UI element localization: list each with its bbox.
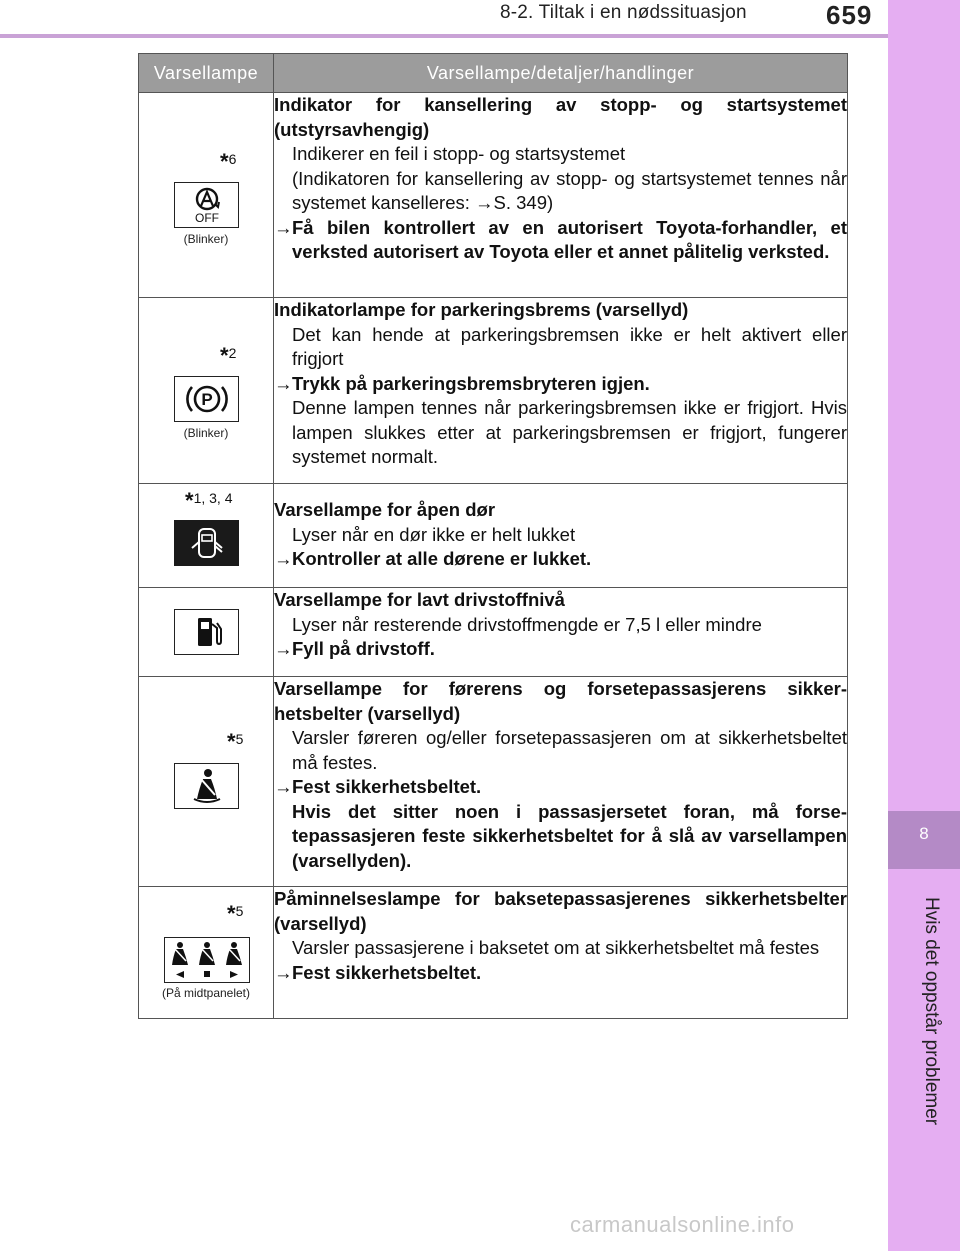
arrow-icon: → (274, 776, 293, 797)
lamp-action: →Trykk på parkeringsbremsbryteren igjen. (274, 372, 847, 397)
lamp-title: Indikator for kansellering av stopp- og startsystemet (utstyrsavhengig) (274, 94, 847, 140)
lamp-note: Denne lampen tennes når parkeringsbremsen ikke er frigjort. Hvis lampen slukkes etter at parkeringsbremsen er frigjort, fungerer systemet normalt. (292, 397, 847, 467)
arrow-icon: → (274, 961, 293, 983)
chapter-title: Hvis det oppstår problemer (921, 897, 942, 1126)
table-row (139, 677, 848, 887)
icon-caption: (På midtpanelet) (161, 986, 251, 1000)
icon-cell (139, 484, 274, 588)
table-header-row (139, 54, 848, 93)
lamp-description: Indikerer en feil i stopp- og startsystemet (292, 143, 626, 164)
lamp-title: Varsellampe for førerens og forsetepassasjerens sikkerhetsbelter (varsellyd) (274, 678, 847, 724)
lamp-description: Lyser når resterende drivstoffmengde er 7,5 l eller mindre (292, 613, 762, 635)
seatbelt-icon (174, 763, 239, 809)
page-number: 659 (826, 0, 873, 30)
column-header-lamp: Varsellampe (139, 54, 274, 93)
icon-cell (139, 93, 274, 298)
details-cell (274, 887, 848, 1019)
footnote-ref: *6 (220, 149, 237, 174)
watermark: carmanualsonline.info (570, 1212, 795, 1237)
column-header-details: Varsellampe/detaljer/handlinger (274, 54, 848, 93)
lamp-action: →Kontroller at alle dørene er lukket. (274, 547, 847, 572)
table-row (139, 887, 848, 1019)
icon-cell (139, 887, 274, 1019)
lamp-note: Hvis det sitter noen i passasjersetet foran, må forsetepassasjeren feste sikkerhetsbeltet for å slå av varsellampen (varsellyden). (292, 800, 847, 871)
lamp-action: →Fest sikkerhetsbeltet. (274, 775, 847, 800)
chapter-number: 8 (919, 824, 929, 843)
open-door-icon (174, 520, 239, 566)
fuel-pump-icon (174, 609, 239, 655)
lamp-action: →Fyll på drivstoff. (274, 637, 847, 662)
table-row (139, 298, 848, 484)
details-cell (274, 588, 848, 677)
section-title: 8-2. Tiltak i en nødssituasjon (500, 2, 747, 23)
details-cell (274, 677, 848, 887)
footnote-ref: *2 (220, 343, 237, 368)
table-row (139, 93, 848, 298)
arrow-icon: → (274, 216, 293, 238)
footnote-ref: *5 (227, 901, 244, 926)
lamp-description: Varsler føreren og/eller forsetepassasjeren om at sikkerhetsbeltet må festes. (292, 727, 847, 773)
lamp-description: Det kan hende at parkeringsbremsen ikke er helt aktivert eller frigjort (292, 323, 847, 369)
details-cell (274, 484, 848, 588)
rear-seatbelts-icon (164, 937, 250, 983)
lamp-action: →Fest sikkerhetsbeltet. (274, 961, 847, 986)
icon-cell (139, 677, 274, 887)
svg-text:OFF: OFF (194, 211, 219, 225)
svg-text:P: P (200, 390, 213, 409)
details-cell (274, 298, 848, 484)
table-row (139, 588, 848, 677)
lamp-title: Varsellampe for lavt drivstoffnivå (274, 589, 565, 610)
icon-caption: (Blinker) (183, 426, 229, 440)
lamp-title: Varsellampe for åpen dør (274, 499, 496, 520)
details-cell (274, 93, 848, 298)
icon-cell (139, 588, 274, 677)
lamp-description: Lyser når en dør ikke er helt lukket (292, 523, 576, 545)
arrow-icon: → (274, 372, 293, 394)
arrow-icon: → (274, 638, 293, 659)
warning-lights-table (138, 53, 848, 1019)
lamp-title: Indikatorlampe for parkeringsbrems (varsellyd) (274, 299, 689, 320)
parking-brake-icon (174, 376, 239, 422)
footnote-ref: *5 (227, 729, 244, 754)
icon-cell (139, 298, 274, 484)
lamp-description: (Indikatoren for kansellering av stopp- og startsystemet tennes når systemet kanselleres: →S. 349) (292, 167, 847, 213)
icon-caption: (Blinker) (183, 232, 229, 246)
stop-start-off-icon (174, 182, 239, 228)
lamp-description: Varsler passasjerene i baksetet om at sikkerhetsbeltet må festes (292, 937, 820, 958)
footnote-ref: *1, 3, 4 (185, 488, 233, 513)
table-row (139, 484, 848, 588)
header-rule (0, 34, 888, 38)
lamp-title: Påminnelseslampe for baksetepassasjerenes sikkerhetsbelter (varsellyd) (274, 888, 847, 934)
arrow-icon: → (274, 548, 293, 569)
lamp-action: →Få bilen kontrollert av en autorisert Toyota-forhandler, et verksted autorisert av Toyota eller et annet pålitelig verksted. (274, 216, 847, 262)
